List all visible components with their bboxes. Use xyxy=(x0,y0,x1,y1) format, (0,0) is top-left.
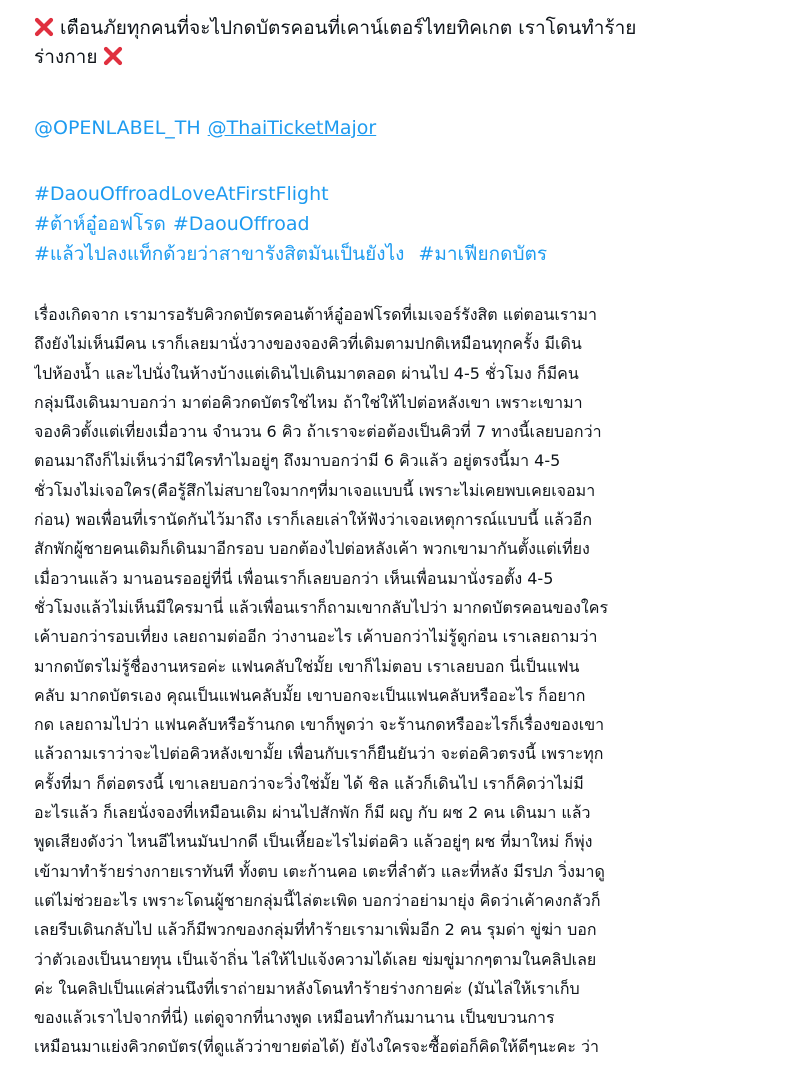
hashtags-block xyxy=(34,179,774,269)
story-text-line: จองคิวตั้งแต่เที่ยงเมื่อวาน จำนวน 6 คิว ถ้าเราจะต่อต้องเป็นคิวที่ 7 ทางนี้เลยบอกว่า xyxy=(34,422,602,442)
story-text-line: แล้วถามเราว่าจะไปต่อคิวหลังเขามั้ย เพื่อนกับเราก็ยืนยันว่า จะต่อคิวตรงนี้ เพราะทุก xyxy=(34,744,604,764)
story-text-line: ไปห้องน้ำ และไปนั่งในห้างบ้างแต่เดินไปเดินมาตลอด ผ่านไป 4-5 ชั่วโมง ก็มีคน xyxy=(34,363,579,383)
cross-mark-icon xyxy=(34,17,54,37)
story-text-line: ถึงยังไม่เห็นมีคน เราก็เลยมานั่งวางของจองคิวที่เดิมตามปกติเหมือนทุกครั้ง มีเดิน xyxy=(34,334,582,354)
story-text-line: ชั่วโมงแล้วไม่เห็นมีใครมานี่ แล้วเพื่อนเราก็ถามเขากลับไปว่า มากดบัตรคอนของใคร xyxy=(34,597,609,617)
story-text-line: เลยรีบเดินกลับไป แล้วก็มีพวกของกลุ่มที่ทำร้ายเรามาเพิ่มอีก 2 คน รุมด่า ขู่ฆ่า บอก xyxy=(34,920,597,940)
cross-mark-icon xyxy=(103,46,123,66)
story-text-line: ของแล้วเราไปจากที่นี่) แต่ดูจากที่นางพูด เหมือนทำกันมานาน เป็นขบวนการ xyxy=(34,1008,555,1028)
warning-title-text: เตือนภัยทุกคนที่จะไปกดบัตรคอนที่เคาน์เตอร์ไทยทิคเกต เราโดนทำร้าย xyxy=(60,17,637,39)
hashtag-link[interactable]: #แล้วไปลงแท็กด้วยว่าสาขารังสิตมันเป็นยังไง xyxy=(34,243,405,265)
story-text-line: สักพักผู้ชายคนเดิมก็เดินมาอีกรอบ บอกต้องไปต่อหลังเค้า พวกเขามากันตั้งแต่เที่ยง xyxy=(34,539,590,559)
story-text-line: กด เลยถามไปว่า แฟนคลับหรือร้านกด เขาก็พูดว่า จะร้านกดหรืออะไรก็เรื่องของเขา xyxy=(34,715,605,735)
hashtag-link[interactable]: #ต้าห์อู๋ออฟโรด xyxy=(34,213,166,235)
cropped-bottom-edge xyxy=(0,1077,800,1083)
story-text-line: แต่ไม่ช่วยอะไร เพราะโดนผู้ชายกลุ่มนี้ไล่ตะเพิด บอกว่าอย่ามายุ่ง คิดว่าเค้าคงกลัวก็ xyxy=(34,890,601,910)
story-text-line: ว่าตัวเองเป็นนายทุน เป็นเจ้าถิ่น ไล่ให้ไปแจ้งความได้เลย ข่มขู่มากๆตามในคลิปเลย xyxy=(34,949,597,969)
story-text-line: ครั้งที่มา ก็ต่อตรงนี้ เขาเลยบอกว่าจะวิ่งใช่มั้ย ได้ ชิล แล้วก็เดินไป เราก็คิดว่าไม่มี xyxy=(34,773,584,793)
warning-title-line-1 xyxy=(34,14,774,43)
story-text-line: อะไรแล้ว ก็เลยนั่งจองที่เหมือนเดิม ผ่านไปสักพัก ก็มี ผญ กับ ผช 2 คน เดินมา แล้ว xyxy=(34,803,591,823)
hashtags-line-2 xyxy=(34,209,774,239)
hashtag-link[interactable]: #DaouOffroadLoveAtFirstFlight xyxy=(34,183,329,205)
story-text-line: ก่อน) พอเพื่อนที่เรานัดกันไว้มาถึง เราก็เลยเล่าให้ฟังว่าเจอเหตุการณ์แบบนี้ แล้วอีก xyxy=(34,510,593,530)
tweet-body xyxy=(34,14,774,1062)
story-text-line: คลับ มากดบัตรเอง คุณเป็นแฟนคลับมั้ย เขาบอกจะเป็นแฟนคลับหรืออะไร ก็อยาก xyxy=(34,685,586,705)
story-text-line: พูดเสียงดังว่า ไหนอีไหนมันปากดี เป็นเหี้ยอะไรไม่ต่อคิว แล้วอยู่ๆ ผช ที่มาใหม่ ก็พุ่ง xyxy=(34,832,593,852)
hashtags-line-3 xyxy=(34,239,774,269)
hashtags-line-1 xyxy=(34,179,774,209)
hashtag-link[interactable]: #มาเฟียกดบัตร xyxy=(418,243,548,265)
story-text-line: ค่ะ ในคลิปเป็นแค่ส่วนนึงที่เราถ่ายมาหลังโดนทำร้ายร่างกายค่ะ (มันไล่ให้เราเก็บ xyxy=(34,978,580,998)
story-text-line: เมื่อวานแล้ว มานอนรออยู่ที่นี่ เพื่อนเราก็เลยบอกว่า เห็นเพื่อนมานั่งรอตั้ง 4-5 xyxy=(34,568,554,588)
story-text-line: เข้ามาทำร้ายร่างกายเราทันที ทั้งตบ เตะก้านคอ เตะที่ลำตัว และที่หลัง มีรปภ วิ่งมาดู xyxy=(34,861,605,881)
story-text-line: เค้าบอกว่ารอบเที่ยง เลยถามต่ออีก ว่างานอะไร เค้าบอกว่าไม่รู้ดูก่อน เราเลยถามว่า xyxy=(34,627,598,647)
mentions-line xyxy=(34,114,774,142)
warning-title-text-continued: ร่างกาย xyxy=(34,46,98,68)
story-text-line: ตอนมาถึงก็ไม่เห็นว่ามีใครทำไมอยู่ๆ ถึงมาบอกว่ามี 6 คิวแล้ว อยู่ตรงนี้มา 4-5 xyxy=(34,451,561,471)
warning-title-line-2 xyxy=(34,43,774,72)
story-text-line: ชั่วโมงไม่เจอใคร(คือรู้สึกไม่สบายใจมากๆที่มาเจอแบบนี้ เพราะไม่เคยพบเคยเจอมา xyxy=(34,480,596,500)
story-text xyxy=(34,300,774,1062)
hashtag-link[interactable]: #DaouOffroad xyxy=(172,213,310,235)
story-text-line: เรื่องเกิดจาก เรามารอรับคิวกดบัตรคอนต้าห์อู๋ออฟโรดที่เมเจอร์รังสิต แต่ตอนเรามา xyxy=(34,305,597,324)
story-text-line: กลุ่มนึงเดินมาบอกว่า มาต่อคิวกดบัตรใช่ไหม ถ้าใช่ให้ไปต่อหลังเขา เพราะเขามา xyxy=(34,392,583,412)
mention-openlabel-link[interactable]: @OPENLABEL_TH xyxy=(34,117,201,139)
story-text-line: เหมือนมาแย่งคิวกดบัตร(ที่ดูแล้วว่าขายต่อได้) ยังไงใครจะซื้อต่อก็คิดให้ดีๆนะคะ ว่า xyxy=(34,1037,599,1057)
story-text-line: มากดบัตรไม่รู้ชื่องานหรอค่ะ แฟนคลับใช่มั้ย เขาก็ไม่ตอบ เราเลยบอก นี่เป็นแฟน xyxy=(34,656,580,676)
mention-thaiticketmajor-link[interactable]: @ThaiTicketMajor xyxy=(207,117,377,139)
